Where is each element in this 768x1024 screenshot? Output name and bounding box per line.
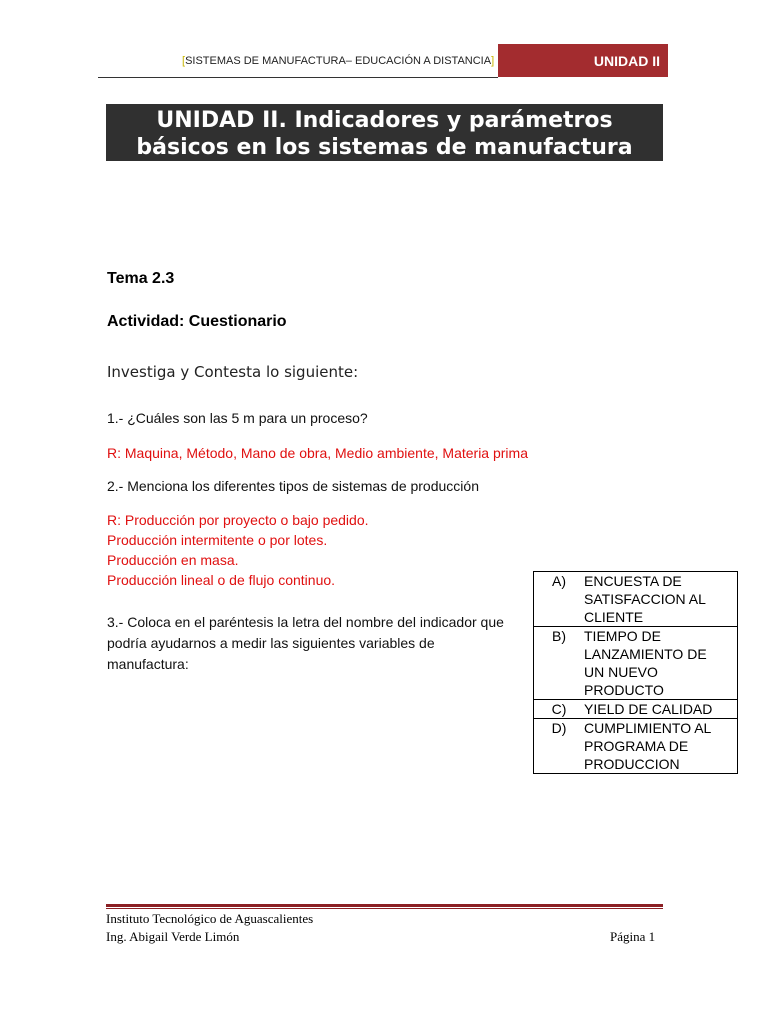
option-letter: D) xyxy=(551,720,567,736)
page-title xyxy=(106,104,663,161)
header-bracket-open: [ xyxy=(182,55,186,67)
option-line: PRODUCCION xyxy=(584,756,680,772)
intro-text: Investiga y Contesta lo siguiente: xyxy=(107,363,359,381)
topic-heading: Tema 2.3 xyxy=(107,270,175,287)
option-letter: A) xyxy=(552,573,566,589)
option-line: UN NUEVO xyxy=(584,664,658,680)
question-2: 2.- Menciona los diferentes tipos de sistemas de producción xyxy=(107,478,479,494)
option-line: ENCUESTA DE xyxy=(584,573,682,589)
header-course-text: SISTEMAS DE MANUFACTURA– EDUCACIÓN A DISTANCIA xyxy=(185,55,492,67)
header-unit-badge xyxy=(498,44,668,77)
header-unit-label: UNIDAD II xyxy=(593,52,660,69)
option-text xyxy=(584,719,737,773)
option-row xyxy=(534,718,737,773)
footer-rule xyxy=(106,908,663,909)
option-letter: B) xyxy=(552,628,566,644)
header-course xyxy=(182,55,494,67)
option-line: SATISFACCION AL xyxy=(584,591,706,607)
option-line: CLIENTE xyxy=(584,609,644,625)
activity-heading: Actividad: Cuestionario xyxy=(107,313,287,330)
option-line: PRODUCTO xyxy=(584,682,664,698)
answer-2-line: Producción en masa. xyxy=(107,552,239,568)
footer-institution: Instituto Tecnológico de Aguascalientes xyxy=(106,911,314,926)
header-rule xyxy=(98,77,498,78)
indicator-options-table xyxy=(533,571,738,774)
title-line-1: UNIDAD II. Indicadores y parámetros xyxy=(156,108,613,133)
option-line: LANZAMIENTO DE xyxy=(584,646,707,662)
option-text xyxy=(584,700,737,718)
option-line: YIELD DE CALIDAD xyxy=(584,701,713,717)
option-text xyxy=(584,572,737,626)
option-letter: C) xyxy=(551,701,567,717)
answer-2 xyxy=(107,510,369,590)
footer-rule xyxy=(106,904,663,907)
footer-author: Ing. Abigail Verde Limón xyxy=(106,929,240,944)
option-row xyxy=(534,699,737,718)
question-3: 3.- Coloca en el paréntesis la letra del nombre del indicador que podría ayudarnos a medir las siguientes variables de manufactura: xyxy=(107,614,504,672)
header-bracket-close: ] xyxy=(491,55,495,67)
question-1: 1.- ¿Cuáles son las 5 m para un proceso? xyxy=(107,410,368,426)
option-line: TIEMPO DE xyxy=(584,628,662,644)
option-text xyxy=(584,627,737,699)
answer-2-line: Producción lineal o de flujo continuo. xyxy=(107,572,336,588)
answer-2-line: Producción intermitente o por lotes. xyxy=(107,532,328,548)
option-row xyxy=(534,626,737,699)
answer-2-line: R: Producción por proyecto o bajo pedido. xyxy=(107,512,369,528)
option-line: PROGRAMA DE xyxy=(584,738,689,754)
option-line: CUMPLIMIENTO AL xyxy=(584,720,712,736)
option-row xyxy=(534,572,737,626)
footer-page-number: Página 1 xyxy=(610,929,656,944)
title-line-2: básicos en los sistemas de manufactura xyxy=(136,135,633,160)
answer-1: R: Maquina, Método, Mano de obra, Medio ambiente, Materia prima xyxy=(107,445,528,461)
